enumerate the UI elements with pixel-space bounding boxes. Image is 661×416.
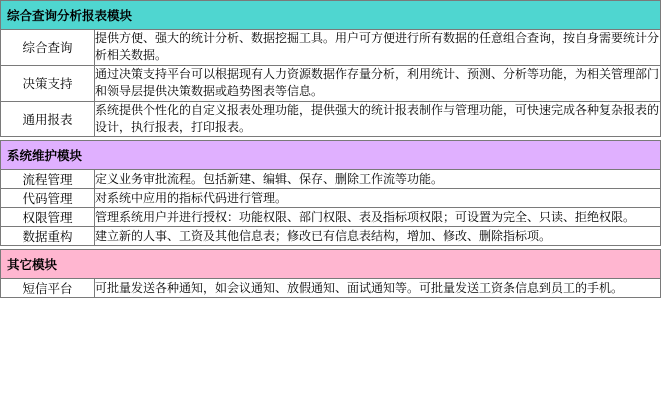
- row-description: 通过决策支持平台可以根据现有人力资源数据作存量分析，利用统计、预测、分析等功能，为相关管理部门和领导层提供决策数据或趋势图表等信息。: [95, 65, 661, 101]
- section-header-row: [1, 250, 661, 279]
- table-row: [1, 208, 661, 227]
- section-header-row: [1, 1, 661, 30]
- table-row: [1, 170, 661, 189]
- table-row: [1, 101, 661, 137]
- section-header-row: [1, 141, 661, 170]
- section-title: 其它模块: [1, 250, 661, 279]
- row-description: 建立新的人事、工资及其他信息表；修改已有信息表结构，增加、修改、删除指标项。: [95, 227, 661, 246]
- row-name: 决策支持: [1, 65, 95, 101]
- row-description: 系统提供个性化的自定义报表处理功能，提供强大的统计报表制作与管理功能，可快速完成各种复杂报表的设计，执行报表，打印报表。: [95, 101, 661, 137]
- table-row: [1, 30, 661, 66]
- section-title: 综合查询分析报表模块: [1, 1, 661, 30]
- table-row: [1, 65, 661, 101]
- table-row: [1, 279, 661, 298]
- row-name: 通用报表: [1, 101, 95, 137]
- row-name: 权限管理: [1, 208, 95, 227]
- table-row: [1, 189, 661, 208]
- table-row: [1, 227, 661, 246]
- table-body: [1, 1, 661, 298]
- row-name: 流程管理: [1, 170, 95, 189]
- row-name: 综合查询: [1, 30, 95, 66]
- row-description: 提供方便、强大的统计分析、数据挖掘工具。用户可方便进行所有数据的任意组合查询，按自身需要统计分析相关数据。: [95, 30, 661, 66]
- row-description: 管理系统用户并进行授权：功能权限、部门权限、表及指标项权限；可设置为完全、只读、拒绝权限。: [95, 208, 661, 227]
- row-name: 短信平台: [1, 279, 95, 298]
- row-description: 定义业务审批流程。包括新建、编辑、保存、删除工作流等功能。: [95, 170, 661, 189]
- row-name: 数据重构: [1, 227, 95, 246]
- row-name: 代码管理: [1, 189, 95, 208]
- row-description: 对系统中应用的指标代码进行管理。: [95, 189, 661, 208]
- section-title: 系统维护模块: [1, 141, 661, 170]
- row-description: 可批量发送各种通知，如会议通知、放假通知、面试通知等。可批量发送工资条信息到员工的手机。: [95, 279, 661, 298]
